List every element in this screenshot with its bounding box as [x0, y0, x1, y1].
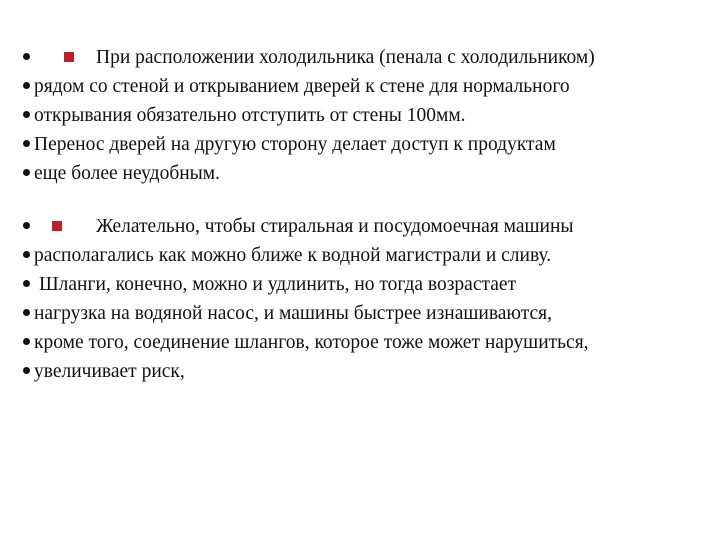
bullet-icon	[23, 111, 30, 118]
line-text: рядом со стеной и открыванием дверей к стене для нормального	[34, 76, 570, 97]
text-line	[20, 241, 720, 270]
line-text: еще более неудобным.	[34, 163, 221, 184]
text-line	[20, 212, 720, 241]
line-text: Шланги, конечно, можно и удлинить, но тогда возрастает	[39, 274, 517, 295]
text-line	[20, 43, 720, 72]
bullet-icon	[23, 222, 30, 229]
text-line	[20, 328, 720, 357]
line-text: При расположении холодильника (пенала с холодильником)	[96, 47, 595, 68]
line-text: кроме того, соединение шлангов, которое тоже может нарушиться,	[34, 332, 589, 353]
bullet-icon	[23, 53, 30, 60]
bullet-icon	[23, 338, 30, 345]
text-line	[20, 270, 720, 299]
bullet-icon	[23, 309, 30, 316]
line-text: Желательно, чтобы стиральная и посудомоечная машины	[96, 216, 574, 237]
red-square-icon	[52, 221, 62, 231]
bullet-icon	[23, 140, 30, 147]
line-text: увеличивает риск,	[34, 361, 185, 382]
text-line	[20, 357, 720, 386]
text-line	[20, 130, 720, 159]
line-text: открывания обязательно отступить от стены 100мм.	[34, 105, 466, 126]
paragraph-washing-machines	[20, 212, 720, 386]
text-line	[20, 72, 720, 101]
text-line	[20, 159, 720, 188]
bullet-icon	[23, 169, 30, 176]
bullet-icon	[23, 251, 30, 258]
text-line	[20, 299, 720, 328]
bullet-icon	[23, 280, 30, 287]
bullet-icon	[23, 82, 30, 89]
line-text: Перенос дверей на другую сторону делает доступ к продуктам	[34, 134, 556, 155]
text-line	[20, 101, 720, 130]
bullet-icon	[23, 367, 30, 374]
red-square-icon	[64, 52, 74, 62]
line-text: нагрузка на водяной насос, и машины быстрее изнашиваются,	[34, 303, 553, 324]
line-text: располагались как можно ближе к водной магистрали и сливу.	[34, 245, 552, 266]
paragraph-refrigerator	[20, 43, 720, 188]
